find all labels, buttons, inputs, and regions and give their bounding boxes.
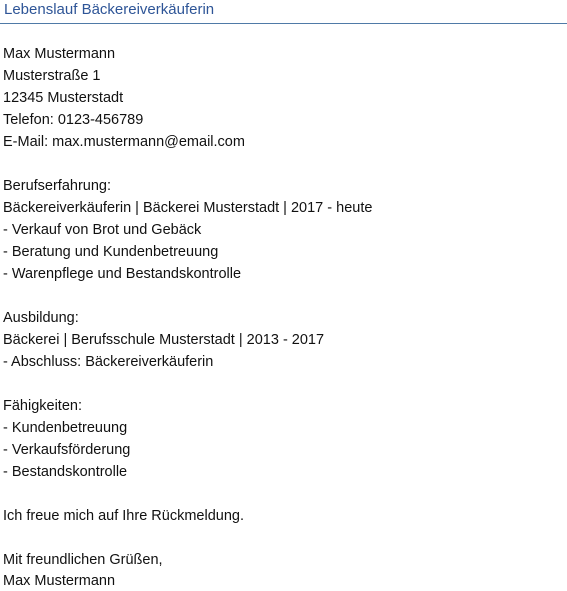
experience-position: Bäckereiverkäuferin | Bäckerei Musterstadt | 2017 - heute bbox=[3, 200, 373, 216]
education-entry: Bäckerei | Berufsschule Musterstadt | 2013 - 2017 bbox=[3, 332, 325, 348]
contact-email: E-Mail: max.mustermann@email.com bbox=[3, 134, 245, 150]
skills-heading: Fähigkeiten: bbox=[3, 398, 82, 414]
list-item: - Bestandskontrolle bbox=[3, 464, 128, 480]
contact-street: Musterstraße 1 bbox=[3, 68, 101, 84]
closing-greeting: Mit freundlichen Grüßen, bbox=[3, 552, 163, 568]
list-item: - Verkaufsförderung bbox=[3, 442, 131, 458]
title-divider bbox=[0, 23, 567, 24]
list-item: - Kundenbetreuung bbox=[3, 420, 128, 436]
contact-city: 12345 Musterstadt bbox=[3, 90, 124, 106]
list-item: - Warenpflege und Bestandskontrolle bbox=[3, 266, 242, 282]
signature-name: Max Mustermann bbox=[3, 573, 116, 589]
closing-statement: Ich freue mich auf Ihre Rückmeldung. bbox=[3, 508, 244, 524]
list-item: - Beratung und Kundenbetreuung bbox=[3, 244, 219, 260]
list-item: - Abschluss: Bäckereiverkäuferin bbox=[3, 354, 214, 370]
experience-heading: Berufserfahrung: bbox=[3, 178, 112, 194]
list-item: - Verkauf von Brot und Gebäck bbox=[3, 222, 202, 238]
document-title: Lebenslauf Bäckereiverkäuferin bbox=[4, 1, 215, 18]
contact-name: Max Mustermann bbox=[3, 46, 116, 62]
contact-phone: Telefon: 0123-456789 bbox=[3, 112, 144, 128]
education-heading: Ausbildung: bbox=[3, 310, 79, 326]
